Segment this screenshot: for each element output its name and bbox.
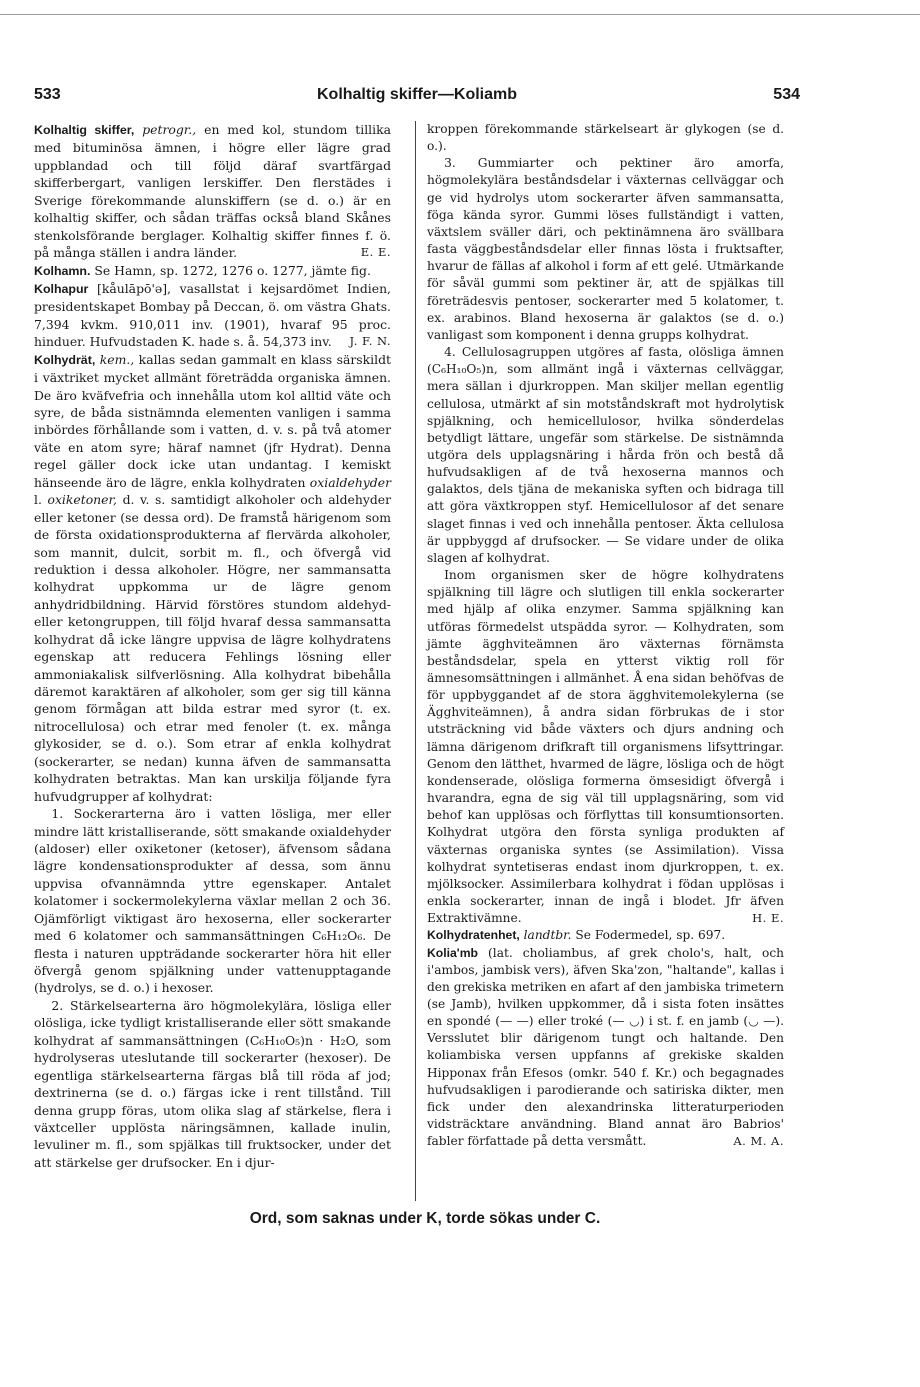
- paragraph-spjalkning: [427, 567, 784, 927]
- italic-term: oxialdehyder: [309, 474, 391, 490]
- footer-note: Ord, som saknas under K, torde sökas under C.: [249, 1210, 601, 1227]
- entry-text: l.: [34, 492, 48, 508]
- subject-abbr: petrogr.,: [142, 122, 197, 137]
- paragraph-gummiarter: 3. Gummiarter och pektiner äro amorfa, högmolekylära beståndsdelar i växternas cellväggar och ge vid hydrolys utom sockerarter äfven sammansatta, föga kända syror. Gummi löses fullständigt i vatten, växtslem sväller däri, och pektinämnena äro svällbara fasta väggbeståndsdelar eller finnas lösta i fruktsafter, hvarur de fällas af alkohol i form af ett gelé. Utmärkande för såväl gummi som pektiner är, att de spjälkas till företrädesvis pentoser, sockerarter med 5 kolatomer, t. ex. arabinos. Bland hexoserna är galaktos (se d. o.) vanligast som komponent i denna grupps kolhydrat.: [427, 156, 784, 342]
- author-signature: A. M. A.: [733, 1134, 784, 1149]
- entry-text: Se Fodermedel, sp. 697.: [571, 928, 726, 943]
- entry-kolhamn: [34, 262, 391, 280]
- headword: Kolhydratenhet,: [427, 928, 520, 943]
- entry-text: d. v. s. samtidigt alkoholer och aldehyder eller ketoner (se dessa ord). De framstå härigenom som de första oxidationsprodukterna af flervärda alkoholer, som mannit, dulcit, sorbit m. fl., och öfvergå vid reduktion i dessa alkoholer. Högre, ner sammansatta kolhydrat uppkomma ur de lägre genom anhydridbildning. Härvid förstöres stundom aldehyd- eller ketongruppen, till följd hvaraf dessa sammansatta kolhydrat då icke längre uppvisa de lägre kolhydratens egenskap att reducera Fehlings lösning eller ammoniakalisk silfverlösning. Alla kolhydrat bibehålla däremot karaktären af alkoholer, som ger sig till känna genom förmågan att bilda estrar med syror (t. ex. nitrocellulosa) och etrar med fenoler (t. ex. många glykosider, se d. o.). Som etrar af enkla kolhydrat (sockerarter, se nedan) kunna äfven de sammansatta kolhydraten betraktas. Man kan urskilja följande fyra hufvudgrupper af kolhydrat:: [34, 492, 392, 804]
- running-title: Kolhaltig skiffer—Koliamb: [316, 86, 518, 103]
- headword: Kolhaltig skiffer,: [34, 123, 135, 137]
- column-divider: [415, 121, 416, 1201]
- subject-abbr: kem.,: [99, 351, 135, 367]
- paragraph-continued: kroppen förekommande stärkelseart är glykogen (se d. o.).: [427, 122, 784, 154]
- author-signature: E. E.: [360, 245, 391, 260]
- subject-abbr: landtbr.: [523, 928, 572, 943]
- entry-text: (lat. choliambus, af grek cholo's, halt, och i'ambos, jambisk vers), äfven Ska'zon, "haltande", kallas i den grekiska metriken en afart af den jambiska trimetern (se Jamb), hvilken uppkommer, då i sista foten insättes en spondé (— —) eller troké (— ◡) i st. f. en jamb (◡ —). Versslutet blir därigenom tungt och haltande. Den koliambiska versen uppfanns af grekiske skalden Hipponax från Efesos (omkr. 540 f. Kr.) och begagnades hufvudsakligen i parodierande och satiriska dikter, men fick under den alexandrinska litteraturperioden vidsträcktare användning. Bland annat äro Babrios' fabler författade på detta versmått.: [427, 945, 784, 1149]
- entry-kolhydratenhet: [427, 927, 784, 944]
- page-number-right: 534: [773, 86, 800, 103]
- entry-text: kallas sedan gammalt en klass särskildt i växtriket mycket allmänt företrädda organiska ämnen. De äro kväfvefria och innehålla utom kol alltid väte och syre, de båda sistnämnda elementen vanligen i samma inbördes förhållande som i vatten, d. v. s. på två atomer väte en atom syre; häraf namnet (jfr Hydrat). Denna regel gäller dock icke utan undantag. I kemiskt hänseende äro de lägre, enkla kolhydraten: [34, 351, 391, 490]
- left-column: [34, 121, 391, 1171]
- entry-koliamb: [427, 945, 784, 1151]
- italic-term: oxiketoner,: [47, 492, 117, 508]
- entry-kolhaltig-skiffer: [34, 121, 391, 262]
- entry-text: en med kol, stundom tillika med bituminösa ämnen, i högre eller lägre grad uppblandad och till följd däraf svartfärgad skifferbergart, vanligen lerskiffer. Den flerstädes i Sverige förekommande alunskiffern (se d. o.) är en kolhaltig skiffer, och sådan träffas också bland Skånes stenkolsförande berglager. Kolhaltig skiffer finnes f. ö. på många ställen i andra länder.: [34, 122, 391, 261]
- paragraph-sockerarter: 1. Sockerarterna äro i vatten lösliga, mer eller mindre lätt kristalliserande, sött smakande oxialdehyder (aldoser) eller oxiketoner (ketoser), äfvensom sådana lägre kondensationsprodukter af dessa, som ännu uppvisa ofvannämnda yttre egenskaper. Antalet kolatomer i sockermolekylerna växlar mellan 2 och 36. Ojämförligt viktigast äro hexoserna, eller sockerarter med 6 kolatomer och sammansättningen C₆H₁₂O₆. De flesta i naturen uppträdande sockerarter höra hit eller öfvergå genom spjälkning under vattenupptagande (hydrolys, se d. o.) i hexoser.: [34, 806, 391, 996]
- entry-text: Se Hamn, sp. 1272, 1276 o. 1277, jämte fig.: [90, 262, 371, 278]
- right-column: [427, 121, 784, 1150]
- paragraph-starkelsearter: 2. Stärkelsearterna äro högmolekylära, lösliga eller olösliga, icke tydligt kristalliserande eller sött smakande kolhydrat af sammansättningen (C₆H₁₀O₅)n · H₂O, som hydrolyseras uteslutande till sockerarter (hexoser). De egentliga stärkelsearterna färgas blå till röda af jod; dextrinerna (se d. o.) färgas icke i rent tillstånd. Till denna grupp föras, utom olika slag af stärkelse, flera i växtceller upplösta näringsämnen, kallade inulin, levuliner m. fl., som spjälkas till fruktsocker, under det att stärkelse ger drufsocker. En i djur-: [34, 997, 391, 1170]
- page-number-left: 533: [34, 86, 61, 103]
- entry-text: [kåulāpō'ə], vasallstat i kejsardömet Indien, presidentskapet Bombay på Deccan, ö. om västra Ghats. 7,394 kvkm. 910,011 inv. (1901), hvaraf 95 proc. hinduer. Hufvudstaden K. hade s. å. 54,373 inv.: [34, 280, 391, 350]
- page-header: [34, 86, 800, 110]
- entry-kolhydrat: [34, 351, 391, 805]
- author-signature: J. F. N.: [349, 334, 391, 349]
- top-rule: [0, 14, 920, 15]
- entry-kolhapur: [34, 280, 391, 351]
- paragraph-text: Inom organismen sker de högre kolhydratens spjälkning till lägre och slutligen till enkla sockerarter med hjälp af olika enzymer. Samma spjälkning kan utföras förmedelst utspädda syror. — Kolhydraten, som jämte ägghviteämnen äro växternas förnämsta beståndsdelar, spela en ytterst viktig roll för ämnesomsättningen i allmänhet. Å ena sidan behöfvas de för uppbyggandet af de stora ägghvitemolekylerna (se Ägghviteämnen), å andra sidan förbrukas de i stor utsträckning vid både växters och djurs andning och lämna därigenom drifkraft till organismens lifsyttringar. Genom den lätthet, hvarmed de lägre, lösliga och de högt kondenserade, olösliga formerna ömsesidigt öfvergå i hvarandra, egna de sig väl till upplagsnäring, som vid behof kan upplösas och förflyttas till konsumtionsorten. Kolhydrat utgöra den första synliga produkten af växternas organiska syntes (se Assimilation). Vissa kolhydrat syntetiseras endast inom djurkroppen, t. ex. mjölksocker. Assimilerbara kolhydrat i födan upplösas i enkla sockerarter, innan de ingå i blodet. Jfr äfven Extraktivämne.: [427, 568, 784, 926]
- paragraph-cellulosagruppen: 4. Cellulosagruppen utgöres af fasta, olösliga ämnen (C₆H₁₀O₅)n, som allmänt ingå i växternas cellväggar, mera sällan i djurkroppen. Man skiljer mellan egentlig cellulosa, utmärkt af sin motståndskraft mot hydrolytisk spjälkning, och hemicellulosor, hvilka sönderdelas betydligt lättare, ungefär som stärkelse. De sistnämnda utgöra dels upplagsnäring i hårda frön och bestå då hufvudsakligen af de två hexoserna mannos och galaktos, dels tjäna de mekaniska syften och bidraga till att göra växtkroppen styf. Hemicellulosor af det senare slaget finnas i ved och innehålla pentoser. Äkta cellulosa är uppbyggd af drufsocker. — Se vidare under de olika slagen af kolhydrat.: [427, 345, 784, 565]
- author-signature: H. E.: [752, 911, 784, 926]
- headword: Kolhapur: [34, 281, 89, 296]
- headword: Kolia'mb: [427, 945, 478, 960]
- headword: Kolhydrät,: [34, 352, 96, 367]
- headword: Kolhamn.: [34, 263, 91, 278]
